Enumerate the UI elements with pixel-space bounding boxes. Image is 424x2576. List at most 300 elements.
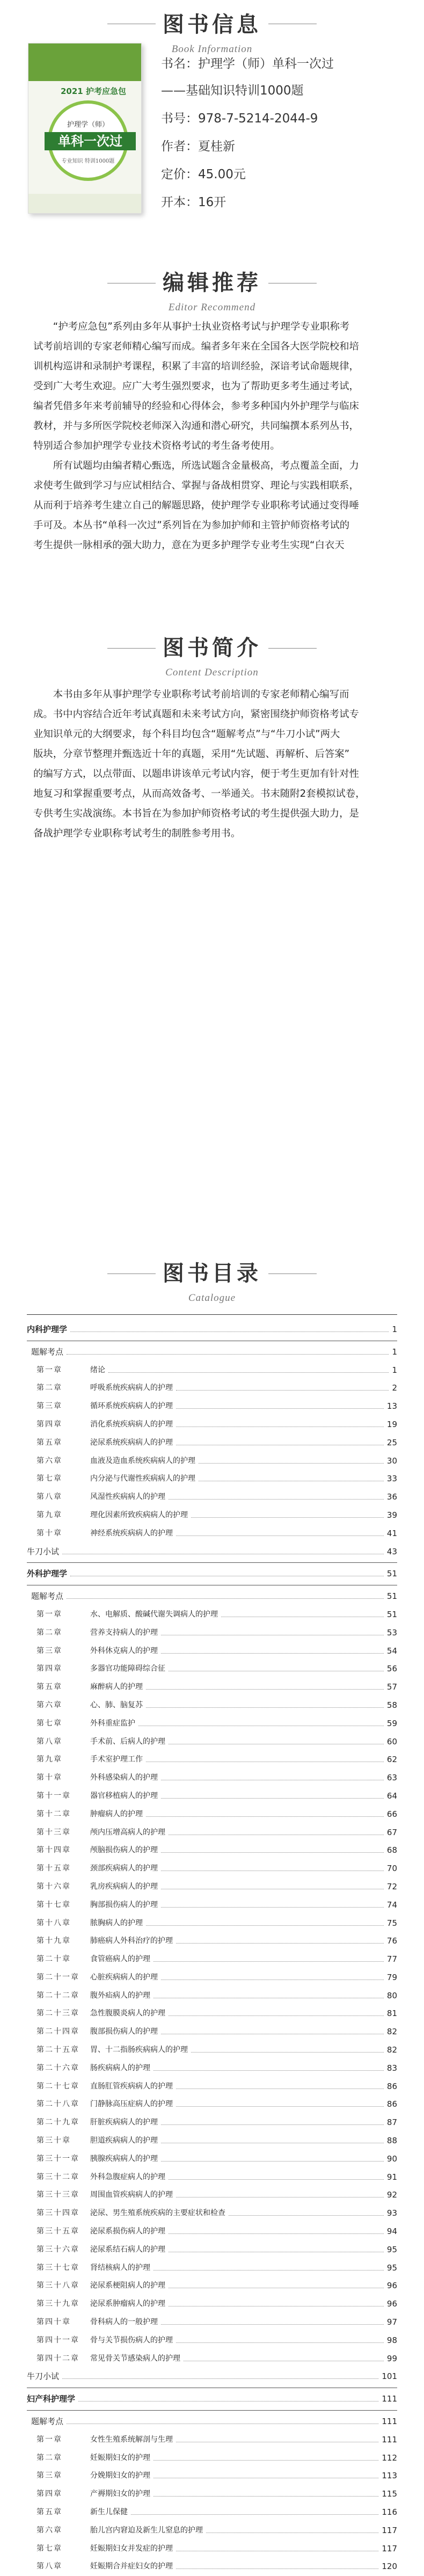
- toc-chapter-number: 第四章: [36, 1664, 62, 1673]
- toc-dot-leader: [146, 1925, 384, 1926]
- toc-page-number: 74: [385, 1896, 397, 1915]
- toc-page-number: 87: [385, 2114, 397, 2132]
- toc-entry-title: [36, 2132, 158, 2150]
- toc-entry-title: [36, 1915, 143, 1933]
- section-subtitle-text: Content Description: [165, 667, 259, 678]
- toc-entry-title: [36, 2449, 150, 2468]
- toc-dot-leader: [153, 2270, 384, 2271]
- toc-chapter-title: 泌尿系统疾病病人的护理: [90, 1438, 173, 1447]
- toc-chapter: [27, 2132, 397, 2150]
- toc-chapter-number: 第三十六章: [36, 2245, 79, 2254]
- toc-chapter: [27, 1842, 397, 1860]
- toc-chapter-title: 门静脉高压症病人的护理: [90, 2100, 173, 2109]
- toc-page-number: 88: [385, 2132, 397, 2150]
- toc-chapter-title: 腹外疝病人的护理: [90, 1991, 150, 2000]
- toc-page-number: 111: [379, 2390, 397, 2408]
- toc-chapter: [27, 1769, 397, 1787]
- toc-chapter-number: 第二十一章: [36, 1973, 79, 1982]
- toc-entry: [27, 1543, 397, 1561]
- toc-page-number: 51: [385, 1606, 397, 1624]
- section-subtitle-text: Editor Recommend: [168, 302, 256, 313]
- toc-chapter: [27, 1488, 397, 1507]
- toc-page-number: 120: [379, 2558, 397, 2576]
- toc-chapter-number: 第三章: [36, 2471, 62, 2480]
- toc-dot-leader: [229, 2215, 384, 2216]
- toc-chapter: [27, 1987, 397, 2005]
- toc-chapter: [27, 2114, 397, 2132]
- toc-page-number: 70: [385, 1860, 397, 1878]
- toc-chapter: [27, 2504, 397, 2522]
- toc-entry-title: [36, 2467, 150, 2485]
- cover-subject: 护理学（师）: [67, 121, 109, 129]
- toc-entry-title: [36, 1932, 173, 1951]
- toc-dot-leader: [131, 2514, 378, 2515]
- toc-entry-title: [36, 2223, 165, 2241]
- toc-page-number: 72: [385, 1878, 397, 1896]
- toc-page-number: 112: [379, 2449, 397, 2468]
- toc-chapter-number: 第十二章: [36, 1809, 71, 1818]
- toc-page-number: 99: [385, 2350, 397, 2368]
- toc-entry-title: [36, 1860, 158, 1878]
- toc-entry-title: [36, 1398, 173, 1416]
- toc-page-number: 13: [385, 1398, 397, 1416]
- toc-chapter-number: 第二十四章: [36, 2027, 79, 2036]
- toc-chapter-title: 肝脏疾病病人的护理: [90, 2118, 158, 2127]
- toc-page-number: 39: [385, 1507, 397, 1525]
- toc-chapter-number: 第八章: [36, 1493, 62, 1502]
- toc-dot-leader: [176, 1943, 384, 1944]
- toc-page-number: 33: [385, 1470, 397, 1488]
- toc-chapter: [27, 2558, 397, 2576]
- toc-entry-title: [36, 2259, 150, 2277]
- toc-entry-title: [36, 2504, 128, 2522]
- toc-page-number: 54: [385, 1642, 397, 1661]
- toc-page-number: 101: [379, 2368, 397, 2386]
- toc-chapter: [27, 1470, 397, 1488]
- toc-page-number: 95: [385, 2241, 397, 2259]
- toc-page-number: 25: [385, 1434, 397, 1452]
- toc-chapter-number: 第七章: [36, 1474, 62, 1483]
- toc-chapter: [27, 1434, 397, 1452]
- toc-chapter-title: 肠疾病病人的护理: [90, 2063, 150, 2072]
- toc-chapter: [27, 1624, 397, 1642]
- toc-chapter-number: 第二十九章: [36, 2118, 79, 2127]
- toc-entry-title: [36, 2522, 203, 2540]
- toc-chapter: [27, 2332, 397, 2350]
- toc-chapter-number: 第三十三章: [36, 2191, 79, 2200]
- toc-entry-title: [36, 1896, 158, 1915]
- toc-chapter-number: 第一章: [36, 1610, 62, 1619]
- toc-chapter: [27, 2169, 397, 2187]
- toc-chapter-title: 常见骨关节感染病人的护理: [90, 2354, 180, 2363]
- toc-chapter-number: 第二十五章: [36, 2046, 79, 2055]
- toc-chapter: [27, 1824, 397, 1842]
- toc-page-number: 60: [385, 1733, 397, 1751]
- paragraph-line: 版块，分章节整理并甄选近十年的真题，采用“先试题、再解析、后答案”: [33, 748, 350, 760]
- toc-chapter: [27, 1806, 397, 1824]
- section-title-recommend: [0, 266, 424, 314]
- toc-entry-title: [36, 1969, 158, 1987]
- book-format: 开本：16开: [161, 195, 226, 209]
- toc-entry-title: 妇产科护理学: [27, 2394, 76, 2404]
- toc-page-number: 75: [385, 1915, 397, 1933]
- toc-chapter: [27, 2150, 397, 2169]
- toc-chapter-number: 第七章: [36, 2544, 62, 2553]
- toc-chapter-title: 胃、十二指肠疾病病人的护理: [90, 2046, 188, 2055]
- section-subtitle-text: Book Information: [171, 43, 253, 55]
- title-rule-right: [268, 648, 317, 649]
- toc-chapter-number: 第二十六章: [36, 2063, 79, 2072]
- toc-chapter-title: 直肠肛管疾病病人的护理: [90, 2082, 173, 2091]
- toc-entry-title: [36, 1842, 158, 1860]
- toc-chapter-title: 外科急腹症病人的护理: [90, 2172, 165, 2181]
- toc-chapter-number: 第十六章: [36, 1882, 71, 1891]
- cover-subtitle: 专业知识 特训1000题: [61, 158, 115, 164]
- paragraph-line: 求使考生做到学习与应试相结合、掌握与备战相贯穿、理论与实践相联系，: [33, 480, 359, 491]
- toc-page-number: 79: [385, 1969, 397, 1987]
- toc-entry-title: [36, 2558, 173, 2576]
- toc-chapter-title: 营养支持病人的护理: [90, 1628, 158, 1637]
- toc-entry-title: 题解考点: [31, 2417, 64, 2427]
- toc-page-number: 64: [385, 1787, 397, 1806]
- toc-chapter-number: 第五章: [36, 1438, 62, 1447]
- toc-entry-title: [36, 2350, 180, 2368]
- toc-dot-leader: [70, 1331, 389, 1332]
- book-author: 作者：夏桂新: [161, 140, 235, 154]
- toc-entry-title: [36, 2169, 165, 2187]
- toc-page-number: 43: [385, 1543, 397, 1561]
- toc-page-number: 77: [385, 1951, 397, 1969]
- toc-page-number: 86: [385, 2095, 397, 2114]
- toc-chapter: [27, 2313, 397, 2332]
- toc-entry-title: [36, 1362, 105, 1380]
- toc-dot-leader: [67, 1598, 384, 1599]
- toc-dot-leader: [146, 1689, 384, 1690]
- toc-entry-title: [36, 1751, 143, 1769]
- toc-chapter: [27, 2223, 397, 2241]
- toc-chapter-number: 第一章: [36, 1365, 62, 1374]
- toc-entry-title: [36, 1951, 150, 1969]
- toc-chapter: [27, 2522, 397, 2540]
- toc-page-number: 58: [385, 1697, 397, 1715]
- toc-chapter-title: 内分泌与代谢性疾病病人的护理: [90, 1474, 195, 1483]
- paragraph-line: 编者凭借多年来考前辅导的经验和心得体会，参考多种国内外护理学与临床: [33, 401, 359, 412]
- toc-chapter-number: 第四十章: [36, 2318, 71, 2327]
- toc-chapter-title: 绪论: [90, 1365, 105, 1374]
- toc-chapter-number: 第三章: [36, 1402, 62, 1411]
- toc-page-number: 51: [385, 1565, 397, 1583]
- cover-top-band: [28, 43, 141, 81]
- toc-page-number: 82: [385, 2041, 397, 2060]
- toc-dot-leader: [161, 1653, 384, 1654]
- toc-chapter: [27, 1860, 397, 1878]
- toc-page-number: 30: [385, 1452, 397, 1471]
- paragraph-line: 地复习和掌握重要考点，从而高效备考、一举通关。书末随附2套模拟试卷，: [33, 788, 365, 799]
- toc-chapter-title: 女性生殖系统解剖与生理: [90, 2435, 173, 2444]
- toc-chapter-title: 呼吸系统疾病病人的护理: [90, 1384, 173, 1393]
- toc-chapter-title: 泌尿、男生殖系统疾病的主要症状和检查: [90, 2209, 225, 2218]
- toc-chapter-title: 泌尿系肿瘤病人的护理: [90, 2300, 165, 2309]
- toc-dot-leader: [191, 1517, 384, 1518]
- toc-entry-title: [36, 1606, 218, 1624]
- toc-entry-title: [36, 2332, 173, 2350]
- toc-page-number: 63: [385, 1769, 397, 1787]
- toc-page-number: 116: [379, 2504, 397, 2522]
- toc-entry: [27, 2413, 397, 2431]
- paragraph-line: 专供考生实战演练。本书旨在为参加护师资格考试的考生提供强大助力，是: [33, 808, 359, 819]
- toc-entry-title: [36, 1769, 158, 1787]
- toc-chapter-number: 第一章: [36, 2435, 62, 2444]
- toc-chapter: [27, 1969, 397, 1987]
- toc-entry-title: [36, 2241, 165, 2259]
- toc-page-number: 53: [385, 1624, 397, 1642]
- toc-chapter: [27, 2241, 397, 2259]
- toc-entry-title: [36, 1878, 158, 1896]
- toc-chapter-number: 第三十一章: [36, 2154, 79, 2163]
- toc-chapter: [27, 2295, 397, 2313]
- title-rule-left: [107, 648, 156, 649]
- toc-entry-title: [36, 1507, 188, 1525]
- toc-chapter-number: 第五章: [36, 1683, 62, 1692]
- toc-page-number: 92: [385, 2186, 397, 2204]
- toc-dot-leader: [146, 1707, 384, 1708]
- toc-dot-leader: [108, 1372, 389, 1373]
- toc-chapter-number: 第十七章: [36, 1900, 71, 1909]
- toc-page-number: 1: [390, 1343, 397, 1362]
- paragraph-line: “护考应急包”系列由多年从事护士执业资格考试与护理学专业职称考: [53, 321, 350, 332]
- toc-chapter: [27, 2095, 397, 2114]
- toc-page-number: 76: [385, 1932, 397, 1951]
- book-price: 定价：45.00元: [161, 168, 246, 181]
- paragraph-line: 训机构巡讲和录制护考课程，积累了丰富的培训经验，深谙考试命题规律，: [33, 361, 359, 372]
- toc-entry-title: [36, 1416, 173, 1434]
- section-title-intro: [0, 631, 424, 679]
- toc-page-number: 57: [385, 1678, 397, 1697]
- toc-chapter-title: 消化系统疾病病人的护理: [90, 1420, 173, 1429]
- toc-chapter-title: 胸部损伤病人的护理: [90, 1900, 158, 1909]
- toc-dot-leader: [176, 2568, 378, 2569]
- toc-chapter-title: 妊娠期妇女的护理: [90, 2453, 150, 2462]
- toc-page-number: 51: [385, 1588, 397, 1606]
- toc-entry-title: [36, 1787, 158, 1806]
- section-title-text: 图书目录: [163, 1261, 261, 1286]
- toc-chapter: [27, 2005, 397, 2023]
- cover-series-logo: 2021 护考应急包: [61, 86, 126, 96]
- toc-chapter-number: 第十章: [36, 1773, 62, 1782]
- toc-entry-title: [36, 1660, 165, 1678]
- paragraph-line: 备战护理学专业职称考试考生的制胜参考用书。: [33, 828, 241, 839]
- toc-dot-leader: [161, 2161, 384, 2162]
- toc-chapter-number: 第三十九章: [36, 2300, 79, 2309]
- toc-chapter-number: 第三十七章: [36, 2263, 79, 2272]
- paragraph-line: 受到广大考生欢迎。应广大考生强烈要求，也为了帮助更多考生通过考试，: [33, 381, 359, 392]
- toc-chapter: [27, 2540, 397, 2558]
- toc-chapter-number: 第六章: [36, 1700, 62, 1709]
- toc-page-number: 68: [385, 1842, 397, 1860]
- toc-chapter: [27, 1507, 397, 1525]
- toc-chapter-number: 第三十二章: [36, 2172, 79, 2181]
- toc-entry-title: [36, 2431, 173, 2449]
- toc-page-number: 2: [390, 1379, 397, 1398]
- toc-chapter: [27, 1751, 397, 1769]
- toc-chapter-number: 第三十五章: [36, 2227, 79, 2236]
- toc-part: [27, 1321, 397, 1339]
- paragraph-line: 的编写方式，以点带面、以题串讲该单元考试内容，便于考生更加有针对性: [33, 768, 359, 780]
- toc-chapter-title: 胎儿宫内窘迫及新生儿窒息的护理: [90, 2526, 203, 2535]
- toc-dot-leader: [169, 2015, 384, 2016]
- section-title-text: 编辑推荐: [163, 271, 261, 295]
- toc-entry-title: [36, 1987, 150, 2005]
- toc-entry-title: [36, 1678, 143, 1697]
- toc-dot-leader: [169, 2179, 384, 2180]
- toc-chapter-title: 急性腹膜炎病人的护理: [90, 2009, 165, 2018]
- toc-dot-leader: [176, 2106, 384, 2107]
- toc-entry-title: 外科护理学: [27, 1569, 68, 1579]
- toc-divider: [27, 1562, 397, 1563]
- toc-chapter-title: 颈部疾病病人的护理: [90, 1864, 158, 1873]
- toc-chapter-number: 第二十三章: [36, 2009, 79, 2018]
- toc-chapter: [27, 1878, 397, 1896]
- toc-chapter-number: 第三十八章: [36, 2281, 79, 2290]
- toc-chapter-number: 第二十八章: [36, 2100, 79, 2109]
- toc-page-number: 113: [379, 2467, 397, 2485]
- toc-page-number: 96: [385, 2295, 397, 2313]
- toc-chapter-number: 第二章: [36, 2453, 62, 2462]
- toc-chapter: [27, 2350, 397, 2368]
- cover-main-title: 单科一次过: [45, 132, 136, 150]
- toc-chapter-title: 麻醉病人的护理: [90, 1683, 143, 1692]
- toc-chapter: [27, 2259, 397, 2277]
- toc-chapter-number: 第二章: [36, 1628, 62, 1637]
- toc-chapter-title: 食管癌病人的护理: [90, 1955, 150, 1964]
- paragraph-line: 从而利于培养考生建立自己的解题思路，使护理学专业职称考试通过变得唾: [33, 500, 359, 511]
- toc-chapter-title: 骨科病人的一般护理: [90, 2318, 158, 2327]
- toc-entry-title: [36, 2277, 165, 2295]
- toc-chapter-title: 神经系统疾病病人的护理: [90, 1529, 173, 1538]
- toc-dot-leader: [176, 1390, 389, 1391]
- toc-entry-title: 牛刀小试: [27, 1546, 60, 1556]
- table-of-contents: [27, 1321, 397, 2576]
- toc-chapter: [27, 1951, 397, 1969]
- toc-chapter-title: 器官移植病人的护理: [90, 1791, 158, 1800]
- toc-page-number: 41: [385, 1525, 397, 1543]
- toc-chapter: [27, 1915, 397, 1933]
- paragraph-line: 教材，并与多所医学院校老师深入沟通和潜心研究，共同编撰本系列丛书，: [33, 420, 359, 432]
- toc-dot-leader: [146, 1816, 384, 1817]
- toc-dot-leader: [176, 1408, 384, 1409]
- toc-chapter-number: 第七章: [36, 1719, 62, 1728]
- toc-page-number: 82: [385, 2023, 397, 2041]
- toc-dot-leader: [161, 2124, 384, 2125]
- toc-chapter: [27, 1715, 397, 1733]
- toc-chapter-title: 胆道疾病病人的护理: [90, 2136, 158, 2145]
- toc-entry: [27, 2368, 397, 2386]
- toc-chapter: [27, 2041, 397, 2060]
- toc-dot-leader: [161, 1852, 384, 1853]
- book-isbn: 书号：978-7-5214-2044-9: [161, 112, 318, 126]
- toc-page-number: 111: [379, 2431, 397, 2449]
- toc-page-number: 90: [385, 2150, 397, 2169]
- toc-entry-title: [36, 1624, 158, 1642]
- toc-chapter-number: 第十五章: [36, 1864, 71, 1873]
- toc-entry-title: [36, 2313, 158, 2332]
- toc-page-number: 1: [390, 1362, 397, 1380]
- toc-chapter: [27, 1787, 397, 1806]
- paragraph-line: 考生提供一脉相承的强大助力，意在为更多护理学专业考生实现“白衣天: [33, 540, 345, 551]
- toc-page-number: 95: [385, 2259, 397, 2277]
- toc-chapter-number: 第六章: [36, 1456, 62, 1465]
- toc-divider: [27, 2410, 397, 2411]
- toc-chapter: [27, 2204, 397, 2223]
- toc-chapter: [27, 1452, 397, 1471]
- toc-chapter-number: 第六章: [36, 2526, 62, 2535]
- toc-page-number: 67: [385, 1824, 397, 1842]
- toc-chapter-number: 第十九章: [36, 1937, 71, 1946]
- toc-dot-leader: [161, 2324, 384, 2325]
- paragraph-line: 本书由多年从事护理学专业职称考试考前培训的专家老师精心编写而: [53, 689, 349, 700]
- toc-entry-title: [36, 1470, 195, 1488]
- toc-chapter-title: 多器官功能障碍综合征: [90, 1664, 165, 1673]
- toc-entry-title: [36, 1642, 158, 1661]
- toc-chapter: [27, 2449, 397, 2468]
- toc-top-rule: [27, 1314, 397, 1315]
- toc-chapter-title: 腹部损伤病人的护理: [90, 2027, 158, 2036]
- toc-page-number: 1: [390, 1321, 397, 1339]
- toc-chapter-title: 周围血管疾病病人的护理: [90, 2191, 173, 2200]
- toc-chapter-title: 心脏疾病病人的护理: [90, 1973, 158, 1982]
- toc-entry-title: [36, 2485, 150, 2504]
- toc-entry-title: [36, 2186, 173, 2204]
- toc-chapter: [27, 1362, 397, 1380]
- toc-entry-title: 题解考点: [31, 1347, 64, 1357]
- paragraph-line: 所有试题均由编者精心甄选，所选试题含金量极高，考点覆盖全面，力: [53, 460, 359, 471]
- toc-chapter-title: 妊娠期妇女并发症的护理: [90, 2544, 173, 2553]
- toc-chapter-number: 第二十章: [36, 1955, 71, 1964]
- toc-page-number: 83: [385, 2060, 397, 2078]
- toc-entry-title: [36, 2095, 173, 2114]
- toc-dot-leader: [161, 1907, 384, 1908]
- toc-chapter-number: 第三十章: [36, 2136, 71, 2145]
- toc-page-number: 93: [385, 2204, 397, 2223]
- toc-chapter: [27, 2186, 397, 2204]
- toc-chapter: [27, 2467, 397, 2485]
- toc-chapter-title: 脓胸病人的护理: [90, 1918, 143, 1927]
- toc-entry: [27, 1588, 397, 1606]
- toc-chapter-title: 理化因素所致疾病病人的护理: [90, 1510, 188, 1519]
- toc-entry-title: [36, 1379, 173, 1398]
- toc-chapter: [27, 1697, 397, 1715]
- toc-chapter-title: 产褥期妇女的护理: [90, 2490, 150, 2499]
- toc-chapter: [27, 1416, 397, 1434]
- toc-entry-title: [36, 1488, 165, 1507]
- toc-entry-title: 内科护理学: [27, 1325, 68, 1334]
- toc-dot-leader: [169, 1499, 384, 1500]
- toc-chapter: [27, 1733, 397, 1751]
- toc-dot-leader: [153, 2070, 384, 2071]
- toc-chapter-title: 泌尿系结石病人的护理: [90, 2245, 165, 2254]
- toc-page-number: 36: [385, 1488, 397, 1507]
- toc-chapter-number: 第九章: [36, 1510, 62, 1519]
- toc-chapter-title: 泌尿系损伤病人的护理: [90, 2227, 165, 2236]
- toc-chapter-title: 颅脑损伤病人的护理: [90, 1846, 158, 1855]
- toc-chapter-number: 第四十二章: [36, 2354, 79, 2363]
- book-cover-image: [28, 43, 142, 214]
- editor-recommend-text: [33, 317, 392, 555]
- toc-chapter-title: 外科感染病人的护理: [90, 1773, 158, 1782]
- toc-chapter: [27, 2431, 397, 2449]
- toc-page-number: 80: [385, 1987, 397, 2005]
- toc-chapter: [27, 2078, 397, 2096]
